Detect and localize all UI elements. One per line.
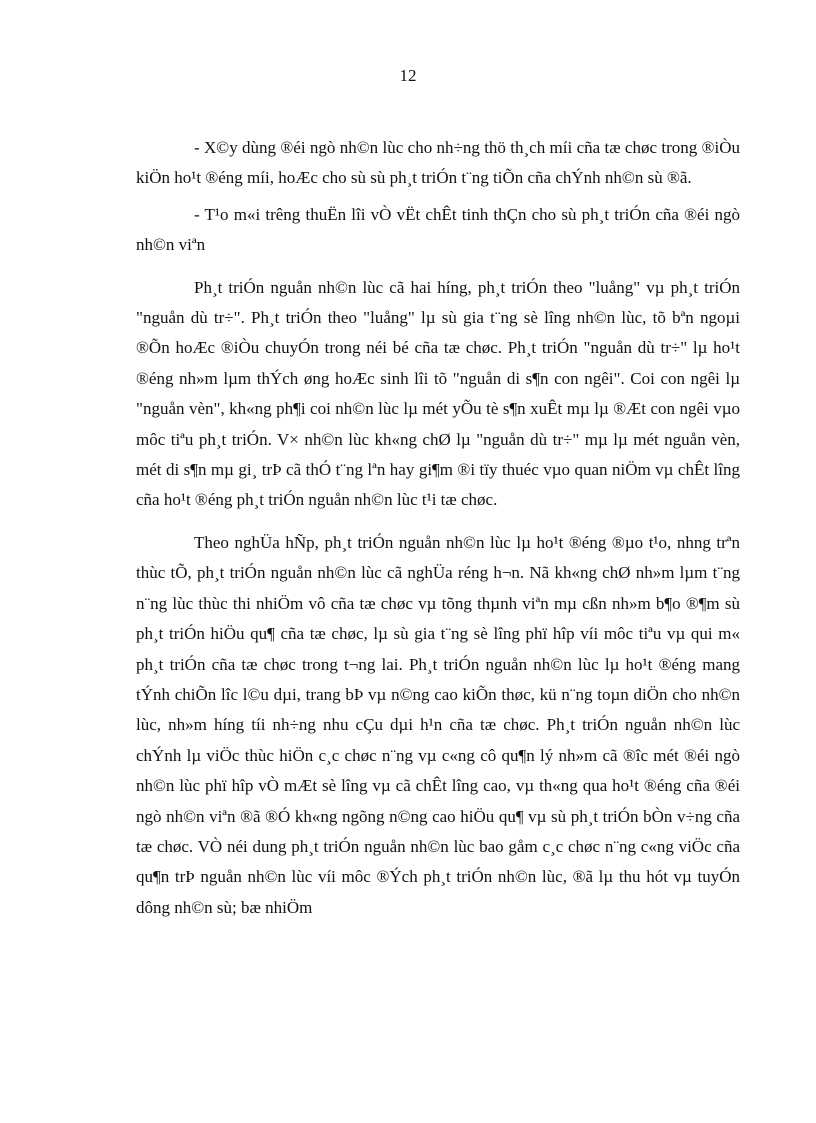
- page-number: 12: [399, 66, 417, 85]
- paragraph-favorable-environment: - T¹o m«i trêng thuËn lîi vÒ vËt chÊt tinh thÇn cho sù ph¸t triÓn cña ®éi ngò nh©n viªn: [136, 204, 740, 255]
- paragraph-development-directions: Ph¸t triÓn nguån nh©n lùc cã hai híng, ph¸t triÓn theo "luång" vµ ph¸t triÓn "nguån dù tr÷". Ph¸t triÓn theo "luång" lµ sù gia t¨ng sè lîng nh©n lùc, tõ bªn ngoµi ®Õn hoÆc ®iÒu chuyÓn trong néi bé cña tæ chøc. Ph¸t triÓn "nguån dù tr÷" lµ ho¹t ®éng nh»m lµm thÝch øng hoÆc sinh lîi tõ "nguån di s¶n con ngêi". Coi con ngêi lµ "nguån vèn", kh«ng ph¶i coi nh©n lùc lµ mét yÕu tè s¶n xuÊt mµ lµ ®Æt con ngêi vµo môc tiªu ph¸t triÓn. V× nh©n lùc kh«ng chØ lµ "nguån dù tr÷" mµ lµ mét nguån vèn, mét di s¶n mµ gi¸ trÞ cã thÓ t¨ng lªn hay gi¶m ®i tïy thuéc vµo quan niÖm vµ chÊt lîng cña ho¹t ®éng ph¸t triÓn nguån nh©n lùc t¹i tæ chøc.: [136, 277, 740, 510]
- paragraph-narrow-meaning: Theo nghÜa hÑp, ph¸t triÓn nguån nh©n lùc lµ ho¹t ®éng ®µo t¹o, nhng trªn thùc tÕ, ph¸t triÓn nguån nh©n lùc cã nghÜa réng h¬n. Nã kh«ng chØ nh»m lµm t¨ng n¨ng lùc thùc thi nhiÖm vô cña tæ chøc vµ tõng thµnh viªn mµ cßn nh»m b¶o ®¶m sù ph¸t triÓn hiÖu qu¶ cña tæ chøc, lµ sù gia t¨ng sè lîng phï hîp víi môc tiªu vµ qui m« ph¸t triÓn cña tæ chøc trong t¬ng lai. Ph¸t triÓn nguån nh©n lùc lµ ho¹t ®éng mang tÝnh chiÕn lîc l©u dµi, trang bÞ vµ n©ng cao kiÕn thøc, kü n¨ng toµn diÖn cho nh©n lùc, nh»m híng tíi nh÷ng nhu cÇu dµi h¹n cña tæ chøc. Ph¸t triÓn nguån nh©n lùc chÝnh lµ viÖc thùc hiÖn c¸c chøc n¨ng vµ c«ng cô qu¶n lý nh»m cã ®îc mét ®éi ngò nh©n lùc phï hîp vÒ mÆt sè lîng vµ cã chÊt lîng cao, vµ th«ng qua ho¹t ®éng cña ®éi ngò nh©n viªn ®ã ®Ó kh«ng ngõng n©ng cao hiÖu qu¶ vµ sù ph¸t triÓn bÒn v÷ng cña tæ chøc. VÒ néi dung ph¸t triÓn nguån nh©n lùc bao gåm c¸c chøc n¨ng c«ng viÖc cña qu¶n trÞ nguån nh©n lùc víi môc ®Ých ph¸t triÓn nh©n lùc, ®ã lµ thu hót vµ tuyÓn dông nh©n sù; bæ nhiÖm: [136, 532, 740, 917]
- paragraph-build-workforce: - X©y dùng ®éi ngò nh©n lùc cho nh÷ng thö th¸ch míi cña tæ chøc trong ®iÒu kiÖn ho¹t ®éng míi, hoÆc cho sù sù ph¸t triÓn t¨ng tiÕn cña chÝnh nh©n sù ®ã.: [136, 138, 740, 188]
- body-text: [136, 133, 740, 923]
